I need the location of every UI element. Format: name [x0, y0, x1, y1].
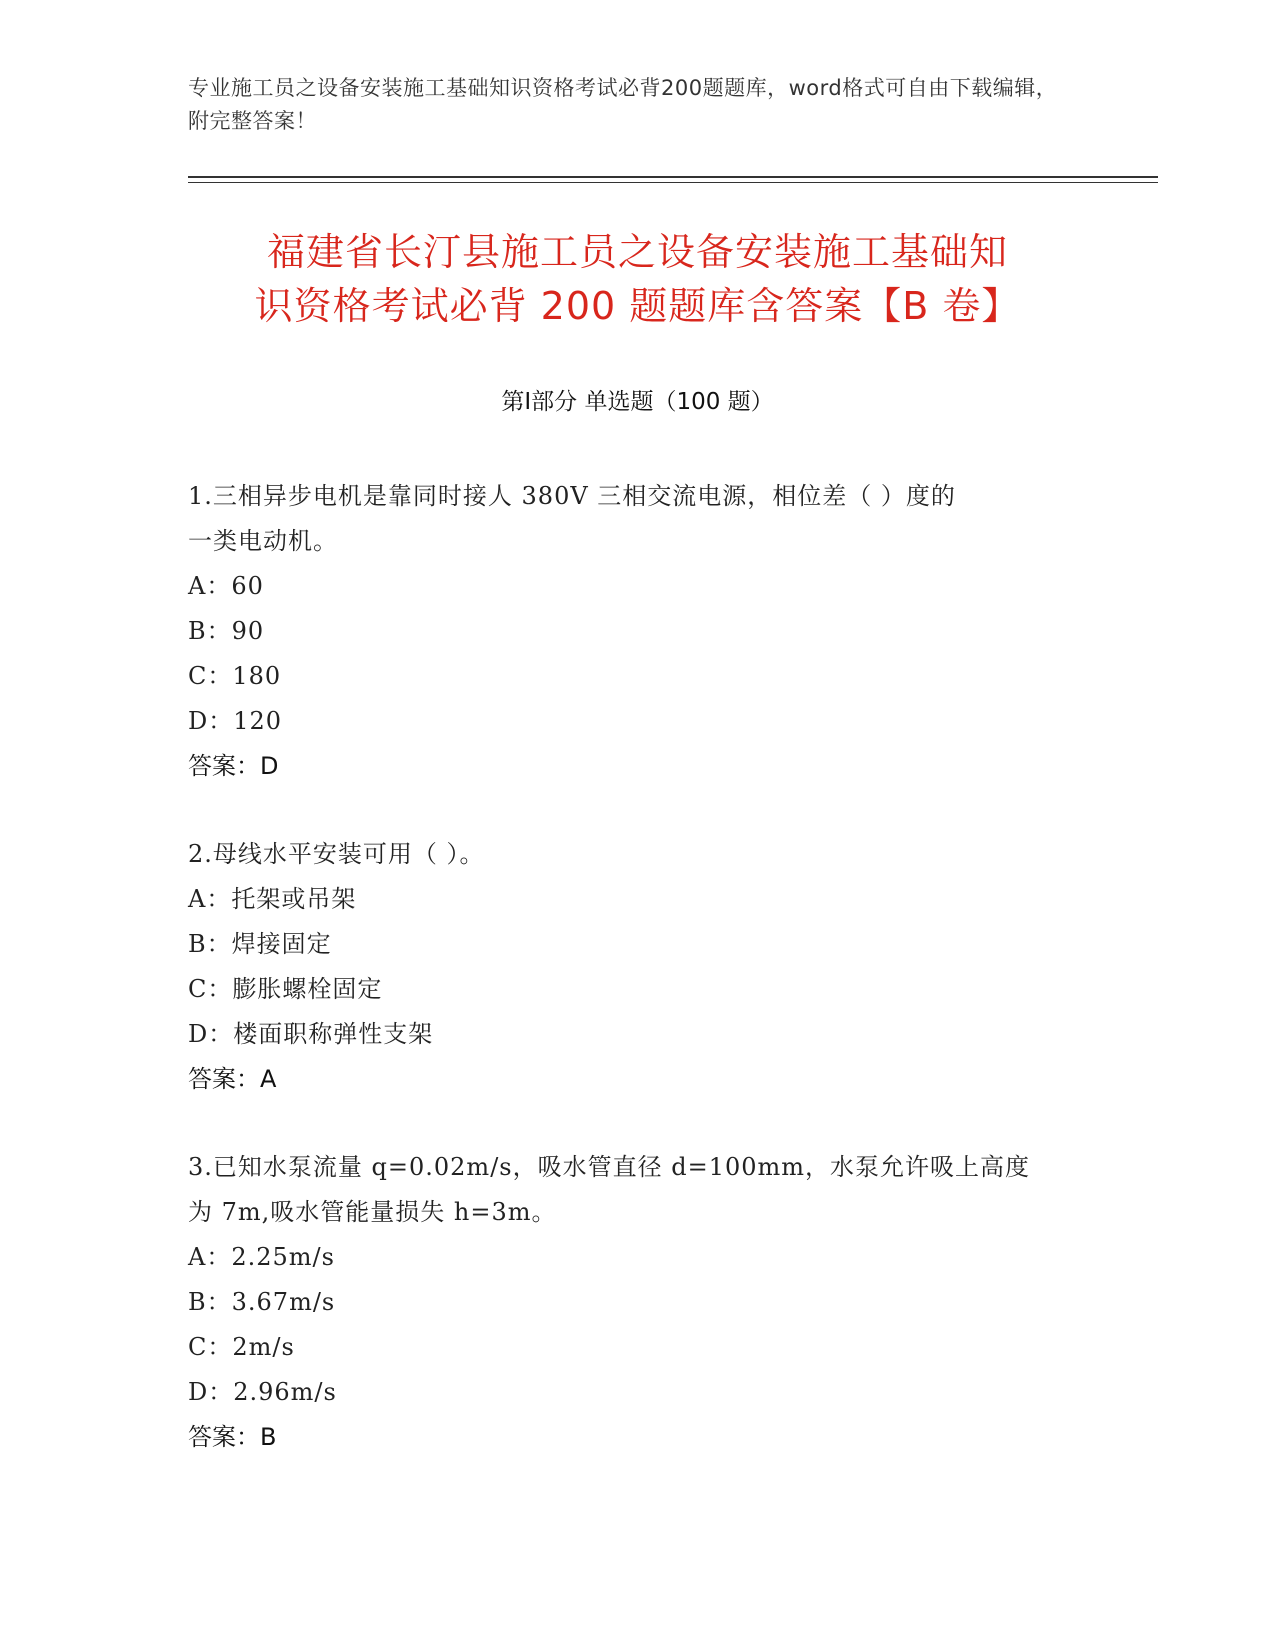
- document-title-line-1: 福建省长汀县施工员之设备安装施工基础知: [266, 230, 1008, 274]
- option-a: A：2.25m/s: [188, 1243, 335, 1271]
- question-spacer: [188, 789, 1088, 832]
- question-1: [188, 474, 1088, 789]
- option-d: D：120: [188, 707, 283, 735]
- question-spacer: [188, 1102, 1088, 1145]
- option-a: A：60: [188, 572, 264, 600]
- section-title: 第Ⅰ部分 单选题（100 题）: [501, 389, 774, 415]
- question-stem: 3.已知水泵流量 q=0.02m/s，吸水管直径 d=100mm，水泵允许吸上高度: [188, 1153, 1031, 1181]
- header-divider-thick: [188, 176, 1158, 178]
- answer: 答案：D: [188, 752, 279, 780]
- option-c: C：膨胀螺栓固定: [188, 975, 383, 1003]
- option-b: B：90: [188, 617, 265, 645]
- question-stem-continued: 一类电动机。: [188, 527, 338, 555]
- header-note: 专业施工员之设备安装施工基础知识资格考试必背200题题库，word格式可自由下载编辑，附完整答案！: [188, 76, 1058, 133]
- option-b: B：3.67m/s: [188, 1288, 336, 1316]
- question-stem-continued: 为 7m,吸水管能量损失 h=3m。: [188, 1198, 557, 1226]
- option-c: C：180: [188, 662, 282, 690]
- document-title-line-2: 识资格考试必背 200 题题库含答案【B 卷】: [254, 284, 1021, 328]
- question-stem: 2.母线水平安装可用（ ）。: [188, 840, 485, 868]
- option-c: C：2m/s: [188, 1333, 295, 1361]
- question-3: [188, 1145, 1088, 1460]
- document-title: [150, 225, 1125, 333]
- option-a: A：托架或吊架: [188, 885, 357, 913]
- option-d: D：2.96m/s: [188, 1378, 337, 1406]
- answer: 答案：A: [188, 1065, 277, 1093]
- header-divider-thin: [188, 182, 1158, 183]
- option-d: D：楼面职称弹性支架: [188, 1020, 434, 1048]
- answer: 答案：B: [188, 1423, 277, 1451]
- question-2: [188, 832, 1088, 1102]
- question-stem: 1.三相异步电机是靠同时接人 380V 三相交流电源，相位差（ ）度的: [188, 482, 956, 510]
- option-b: B：焊接固定: [188, 930, 332, 958]
- question-list: [188, 474, 1088, 1460]
